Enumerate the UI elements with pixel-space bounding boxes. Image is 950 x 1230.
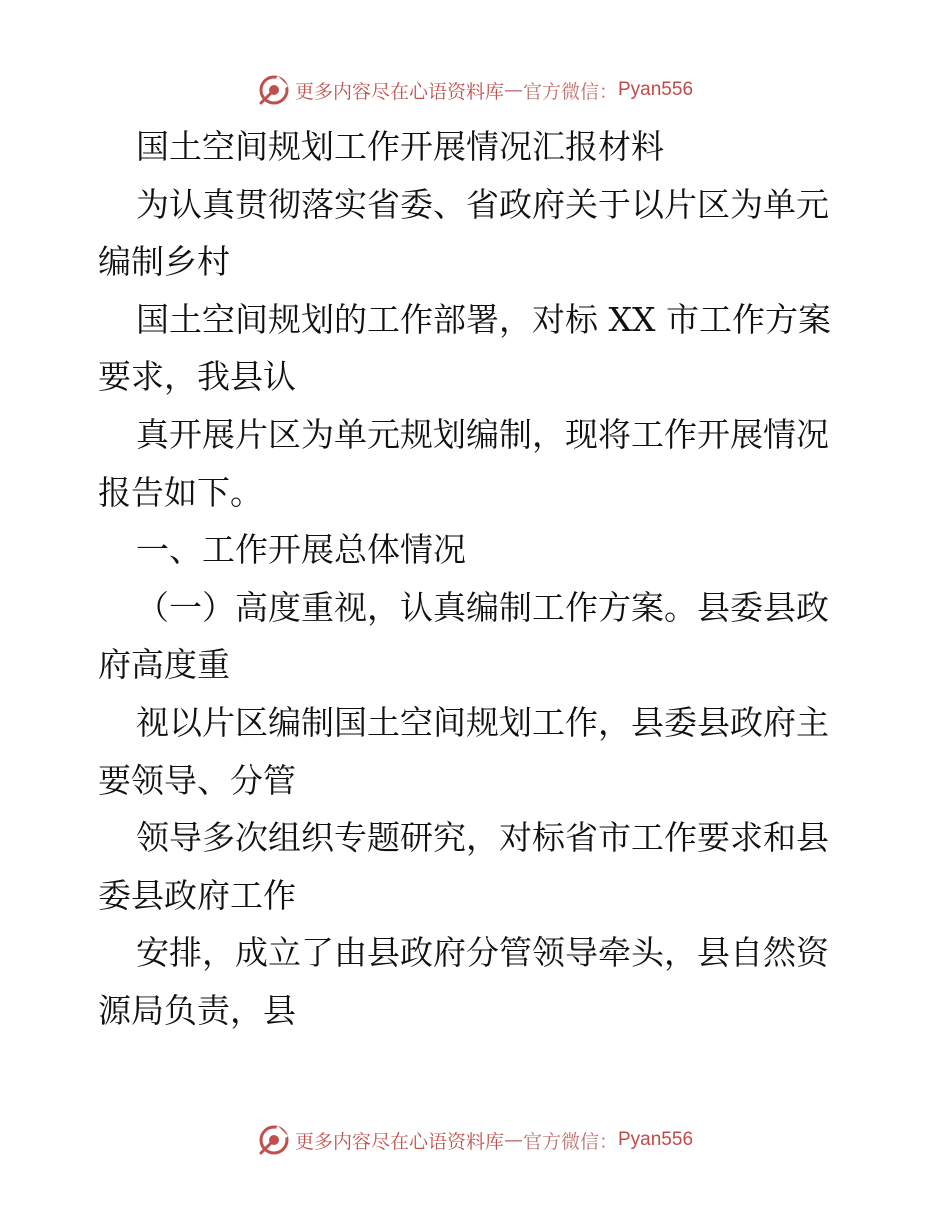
watermark-dash: — bbox=[503, 1129, 523, 1151]
watermark-sub-text: 官方微信： bbox=[522, 80, 618, 103]
paragraph-line: 委县政府工作 bbox=[98, 875, 296, 915]
watermark-id-text: Pyan556 bbox=[618, 79, 694, 100]
paragraph-line: 府高度重 bbox=[98, 645, 230, 685]
watermark-main-text: 更多内容尽在心语资料库 bbox=[294, 1130, 504, 1153]
watermark-banner-top bbox=[0, 70, 950, 110]
paragraph-line: 报告如下。 bbox=[98, 472, 263, 512]
paragraph-line: （一）高度重视，认真编制工作方案。县委县政 bbox=[136, 587, 829, 627]
paragraph-line: 要求，我县认 bbox=[98, 357, 296, 397]
paragraph-line: 视以片区编制国土空间规划工作，县委县政府主 bbox=[136, 702, 829, 742]
watermark-banner-bottom bbox=[0, 1120, 950, 1160]
paragraph-line: 安排，成立了由县政府分管领导牵头，县自然资 bbox=[136, 933, 829, 973]
paragraph-line: 国土空间规划的工作部署，对标 XX 市工作方案 bbox=[136, 299, 831, 339]
paragraph-line: 真开展片区为单元规划编制，现将工作开展情况 bbox=[136, 414, 829, 454]
paragraph-line: 领导多次组织专题研究，对标省市工作要求和县 bbox=[136, 818, 829, 858]
paragraph-line: 要领导、分管 bbox=[98, 760, 296, 800]
watermark-sub-text: 官方微信： bbox=[522, 1130, 618, 1153]
watermark-dash: — bbox=[503, 79, 523, 101]
section-heading: 一、工作开展总体情况 bbox=[136, 530, 466, 570]
document-title: 国土空间规划工作开展情况汇报材料 bbox=[136, 127, 664, 166]
pen-logo-icon bbox=[257, 73, 291, 107]
paragraph-line: 为认真贯彻落实省委、省政府关于以片区为单元 bbox=[136, 184, 829, 224]
document-body bbox=[98, 118, 858, 1040]
watermark-id-text: Pyan556 bbox=[618, 1129, 694, 1150]
paragraph-line: 编制乡村 bbox=[98, 242, 230, 282]
paragraph-line: 源局负责，县 bbox=[98, 990, 296, 1030]
watermark-main-text: 更多内容尽在心语资料库 bbox=[294, 80, 504, 103]
pen-logo-icon bbox=[257, 1123, 291, 1157]
